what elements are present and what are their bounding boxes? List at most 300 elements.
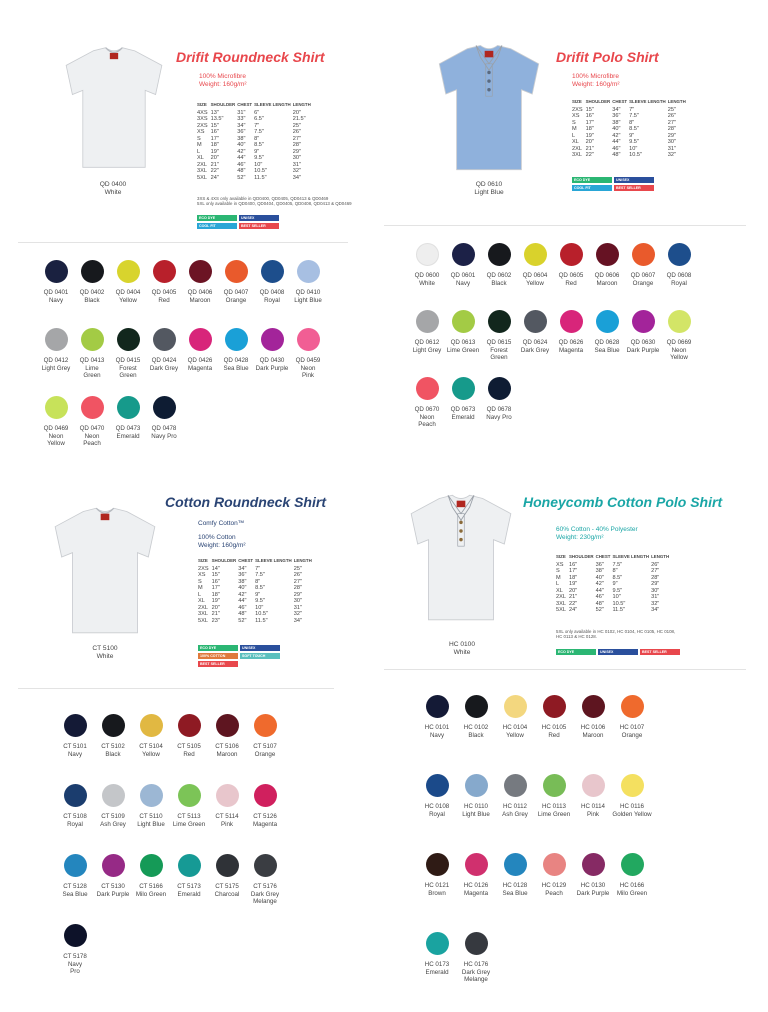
color-swatch[interactable] [417, 695, 457, 739]
size-chart-cell: 13" [210, 109, 219, 116]
color-name: Dark Purple [576, 889, 610, 897]
size-chart-cell: 22" [568, 600, 578, 607]
color-swatch[interactable] [108, 328, 148, 380]
color-swatch-circle[interactable] [452, 243, 475, 266]
color-swatch[interactable] [55, 784, 95, 828]
color-swatch[interactable] [623, 310, 663, 354]
size-chart-cell: 7" [629, 106, 635, 113]
color-swatch[interactable] [169, 784, 209, 828]
color-swatch[interactable] [417, 932, 457, 976]
color-swatch[interactable] [407, 310, 447, 354]
color-swatch-circle[interactable] [140, 714, 163, 737]
color-swatch[interactable] [443, 243, 483, 287]
color-code: QD 0407 [223, 289, 249, 296]
color-name: Maroon [582, 731, 604, 739]
color-swatch-circle[interactable] [64, 714, 87, 737]
color-swatch-circle[interactable] [153, 328, 176, 351]
description-line: 100% Microfibre [199, 73, 246, 80]
color-swatch[interactable] [612, 774, 652, 818]
note-line: HC 0113 & HC 0128. [556, 634, 597, 640]
size-chart-cell: 52" [238, 617, 247, 624]
color-swatch[interactable] [180, 328, 220, 372]
color-swatch-circle[interactable] [416, 310, 439, 333]
color-swatch-label [55, 743, 95, 758]
size-chart-cell: 48" [612, 152, 621, 158]
color-swatch-circle[interactable] [140, 854, 163, 877]
color-swatch[interactable] [612, 853, 652, 897]
feature-badges [572, 177, 696, 191]
color-name: Light Blue [294, 296, 322, 304]
size-chart-cell: 16" [210, 129, 219, 135]
color-swatch-circle[interactable] [81, 260, 104, 283]
size-chart-header-cell: CHEST [595, 554, 611, 559]
size-chart-cell: 40" [238, 585, 247, 591]
size-chart-cell: 44" [238, 598, 247, 604]
color-code: QD 0604 [522, 272, 548, 279]
color-swatch-circle[interactable] [216, 854, 239, 877]
note-line: 5XL only available in QD0400, QD0404, QD0405, QD0408, QD0413 & QD0469 [197, 201, 352, 207]
size-chart-cell: 11.5" [254, 174, 267, 181]
size-chart-cell: 33" [237, 116, 246, 122]
color-swatch[interactable] [551, 243, 591, 287]
color-swatch[interactable] [207, 854, 247, 898]
color-swatch-label [252, 289, 292, 304]
size-chart-cell: XL [572, 139, 579, 145]
color-swatch-circle[interactable] [560, 310, 583, 333]
size-chart-cell: 17" [210, 135, 219, 142]
size-availability-note [556, 629, 675, 639]
size-chart-cell: 11.5" [255, 617, 268, 624]
size-chart-cell: 27" [293, 578, 302, 585]
color-code: QD 0612 [414, 339, 440, 346]
color-swatch[interactable] [573, 774, 613, 818]
color-swatch-circle[interactable] [488, 310, 511, 333]
color-name: Dark Purple [255, 364, 289, 372]
color-code: QD 0601 [450, 272, 476, 279]
color-swatch-circle[interactable] [153, 396, 176, 419]
color-swatch-circle[interactable] [178, 784, 201, 807]
size-chart-cell: 3XL [197, 168, 207, 174]
size-chart-cell: 40" [612, 126, 621, 132]
color-swatch-circle[interactable] [225, 328, 248, 351]
color-swatch-label [479, 339, 519, 362]
color-swatch-circle[interactable] [504, 695, 527, 718]
color-swatch[interactable] [417, 774, 457, 818]
feature-badge [240, 661, 280, 667]
color-swatch[interactable] [245, 714, 285, 758]
color-swatch-circle[interactable] [504, 774, 527, 797]
color-swatch[interactable] [144, 260, 184, 304]
color-code: QD 0613 [450, 339, 476, 346]
size-chart-cell: 7" [254, 122, 260, 129]
color-code: QD 0624 [522, 339, 548, 346]
color-code: QD 0424 [151, 357, 177, 364]
color-swatch[interactable] [72, 260, 112, 304]
color-swatch[interactable] [55, 714, 95, 758]
color-swatch-circle[interactable] [81, 328, 104, 351]
color-name: Navy Pro [151, 432, 177, 440]
color-swatch-circle[interactable] [621, 774, 644, 797]
size-chart-header-cell: SHOULDER [585, 99, 611, 104]
color-swatch[interactable] [534, 853, 574, 897]
size-chart-cell: 17" [585, 119, 594, 126]
color-swatch-circle[interactable] [254, 714, 277, 737]
product-code [70, 645, 140, 661]
color-swatch[interactable] [612, 695, 652, 739]
color-swatch[interactable] [216, 328, 256, 372]
color-swatch-circle[interactable] [178, 854, 201, 877]
color-swatch-circle[interactable] [465, 695, 488, 718]
color-swatch-circle[interactable] [543, 853, 566, 876]
color-swatch-circle[interactable] [426, 774, 449, 797]
color-swatch-circle[interactable] [465, 853, 488, 876]
color-swatch[interactable] [407, 377, 447, 429]
color-swatch[interactable] [55, 854, 95, 898]
color-swatch[interactable] [551, 310, 591, 354]
color-swatch[interactable] [93, 854, 133, 898]
color-swatch[interactable] [216, 260, 256, 304]
color-swatch[interactable] [534, 695, 574, 739]
size-chart [197, 102, 313, 181]
color-swatch[interactable] [587, 243, 627, 287]
color-swatch[interactable] [169, 854, 209, 898]
size-chart-cell: 17" [211, 585, 220, 591]
color-code: QD 0670 [414, 406, 440, 413]
color-name: Pink [220, 820, 234, 828]
color-swatch[interactable] [207, 714, 247, 758]
color-swatch[interactable] [108, 260, 148, 304]
color-swatch-label [245, 743, 285, 758]
color-swatch-label [55, 813, 95, 828]
color-code: CT 5173 [177, 883, 201, 890]
color-code: CT 5101 [63, 743, 87, 750]
color-swatch[interactable] [131, 784, 171, 828]
color-swatch[interactable] [245, 854, 285, 906]
color-swatch-circle[interactable] [102, 854, 125, 877]
size-chart-cell: 21" [210, 161, 219, 168]
color-swatch-circle[interactable] [632, 243, 655, 266]
size-chart-row [198, 585, 314, 592]
color-swatch[interactable] [573, 853, 613, 897]
color-swatch[interactable] [93, 714, 133, 758]
color-swatch[interactable] [417, 853, 457, 897]
color-swatch-circle[interactable] [560, 243, 583, 266]
color-swatch[interactable] [36, 260, 76, 304]
size-chart-cell: 26" [667, 113, 676, 119]
size-chart-cell: 3XL [572, 152, 582, 158]
color-swatch-circle[interactable] [426, 853, 449, 876]
button-detail-icon [459, 521, 462, 524]
color-name: Dark Grey Melange [250, 890, 280, 906]
color-swatch-circle[interactable] [465, 774, 488, 797]
size-chart-cell: 8.5" [629, 126, 639, 132]
color-swatch[interactable] [72, 396, 112, 448]
color-swatch-label [551, 272, 591, 287]
color-swatch-circle[interactable] [668, 243, 691, 266]
color-swatch[interactable] [443, 310, 483, 354]
color-swatch-circle[interactable] [261, 260, 284, 283]
color-swatch-circle[interactable] [45, 396, 68, 419]
size-chart-row [556, 581, 671, 588]
color-swatch-circle[interactable] [117, 396, 140, 419]
color-name: Lime Green [83, 364, 101, 380]
color-swatch-circle[interactable] [524, 243, 547, 266]
color-code: CT 5178 [63, 953, 87, 960]
size-chart-cell: 34" [237, 122, 246, 129]
product-code [78, 181, 148, 197]
color-swatch-circle[interactable] [582, 853, 605, 876]
size-chart-cell: 9" [629, 132, 635, 139]
color-swatch-circle[interactable] [45, 328, 68, 351]
color-swatch-circle[interactable] [621, 853, 644, 876]
size-chart-cell: 52" [595, 607, 604, 613]
size-chart-cell: 7" [255, 565, 261, 572]
color-swatch-circle[interactable] [465, 932, 488, 955]
color-swatch[interactable] [456, 695, 496, 739]
color-swatch[interactable] [534, 774, 574, 818]
color-code: CT 5108 [63, 813, 87, 820]
size-chart-cell: 27" [667, 119, 676, 126]
color-swatch[interactable] [288, 328, 328, 380]
color-swatch[interactable] [55, 924, 95, 976]
color-name: Dark Grey [520, 346, 550, 354]
color-swatch-label [534, 882, 574, 897]
color-swatch-circle[interactable] [64, 924, 87, 947]
color-swatch[interactable] [495, 774, 535, 818]
color-swatch[interactable] [169, 714, 209, 758]
color-code: QD 0412 [43, 357, 69, 364]
color-swatch-circle[interactable] [543, 695, 566, 718]
color-swatch-circle[interactable] [45, 260, 68, 283]
color-swatch[interactable] [443, 377, 483, 421]
color-swatch-label [515, 272, 555, 287]
color-swatch-label [587, 272, 627, 287]
color-swatch-circle[interactable] [426, 695, 449, 718]
color-name: Sea Blue [223, 364, 249, 372]
size-chart-cell: 9.5" [612, 587, 623, 594]
color-swatch[interactable] [456, 932, 496, 984]
product-photo [405, 492, 517, 627]
color-swatch-circle[interactable] [416, 243, 439, 266]
size-chart-cell: M [198, 585, 203, 591]
color-swatch-circle[interactable] [117, 260, 140, 283]
size-chart-cell: 32" [293, 611, 302, 617]
size-chart-cell: 30" [667, 139, 676, 145]
color-swatch-label [72, 289, 112, 304]
color-swatch-circle[interactable] [426, 932, 449, 955]
color-swatch[interactable] [659, 310, 699, 362]
feature-badge [281, 223, 321, 229]
color-swatch[interactable] [93, 784, 133, 828]
size-chart-cell: 2XS [197, 122, 208, 129]
size-chart-cell: 21" [585, 145, 594, 152]
size-chart-cell: 25" [293, 565, 302, 572]
size-chart-cell: 22" [585, 152, 594, 158]
color-swatch[interactable] [407, 243, 447, 287]
color-swatch-circle[interactable] [596, 243, 619, 266]
color-name: White [419, 279, 435, 287]
color-name: Black [468, 731, 484, 739]
section-divider [384, 225, 746, 226]
color-swatch-circle[interactable] [668, 310, 691, 333]
size-chart-cell: 48" [238, 611, 247, 617]
size-chart-cell: 28" [293, 585, 302, 591]
brand-tag-icon [457, 501, 466, 508]
color-swatch-circle[interactable] [452, 377, 475, 400]
color-swatch-circle[interactable] [216, 784, 239, 807]
product-description [556, 526, 638, 542]
color-swatch[interactable] [515, 310, 555, 354]
polo-shirt-image [405, 492, 517, 622]
color-name: Light Grey [41, 364, 71, 372]
size-chart-cell: 36" [595, 561, 604, 568]
size-chart [572, 99, 688, 159]
color-code: HC 0166 [619, 882, 645, 889]
color-swatch-circle[interactable] [254, 854, 277, 877]
color-code: QD 0602 [486, 272, 512, 279]
color-swatch[interactable] [456, 774, 496, 818]
color-code: CT 5175 [215, 883, 239, 890]
color-swatch-circle[interactable] [64, 854, 87, 877]
color-swatch[interactable] [456, 853, 496, 897]
color-swatch[interactable] [144, 396, 184, 440]
color-swatch[interactable] [252, 328, 292, 372]
size-chart-cell: 2XL [198, 604, 208, 611]
color-swatch[interactable] [131, 714, 171, 758]
color-swatch[interactable] [72, 328, 112, 380]
color-swatch-circle[interactable] [261, 328, 284, 351]
color-swatch[interactable] [623, 243, 663, 287]
color-swatch-label [144, 289, 184, 304]
color-swatch-label [169, 813, 209, 828]
color-swatch-circle[interactable] [582, 774, 605, 797]
color-swatch-circle[interactable] [189, 260, 212, 283]
color-swatch[interactable] [144, 328, 184, 372]
color-swatch[interactable] [131, 854, 171, 898]
color-swatch-circle[interactable] [117, 328, 140, 351]
size-chart-cell: 3XL [198, 611, 208, 617]
color-swatch-circle[interactable] [140, 784, 163, 807]
color-swatch[interactable] [495, 695, 535, 739]
color-swatch-label [573, 882, 613, 897]
color-swatch[interactable] [180, 260, 220, 304]
color-swatch-circle[interactable] [102, 784, 125, 807]
size-chart-cell: 15" [210, 122, 219, 129]
color-swatch-circle[interactable] [297, 260, 320, 283]
color-swatch-circle[interactable] [64, 784, 87, 807]
product-title-emphasis: Drifit [556, 49, 589, 65]
color-swatch[interactable] [659, 243, 699, 287]
size-chart-cell: 18" [585, 126, 594, 132]
color-swatch[interactable] [515, 243, 555, 287]
product-title [176, 49, 325, 65]
size-chart-cell: 8.5" [612, 574, 623, 581]
size-chart-cell: 44" [237, 155, 246, 161]
color-name: Magenta [558, 346, 584, 354]
color-swatch[interactable] [479, 377, 519, 421]
color-swatch-circle[interactable] [416, 377, 439, 400]
size-chart-cell: 34" [651, 607, 660, 613]
size-chart-cell: M [572, 126, 577, 132]
color-swatch-circle[interactable] [488, 243, 511, 266]
color-code: QD 0626 [558, 339, 584, 346]
color-swatch-circle[interactable] [225, 260, 248, 283]
size-chart-header-cell: LENGTH [651, 554, 670, 559]
color-code: CT 5110 [139, 813, 163, 820]
color-swatch-circle[interactable] [621, 695, 644, 718]
color-swatch-circle[interactable] [189, 328, 212, 351]
color-swatch-circle[interactable] [178, 714, 201, 737]
size-chart-cell: M [197, 142, 202, 148]
color-name: Dark Purple [96, 890, 130, 898]
color-code: QD 0607 [630, 272, 656, 279]
color-swatch-circle[interactable] [81, 396, 104, 419]
color-swatch[interactable] [587, 310, 627, 354]
size-chart-cell: 21" [568, 594, 578, 600]
color-swatch-circle[interactable] [102, 714, 125, 737]
color-swatch[interactable] [207, 784, 247, 828]
color-swatch[interactable] [252, 260, 292, 304]
color-swatch-circle[interactable] [543, 774, 566, 797]
color-swatch[interactable] [245, 784, 285, 828]
color-swatch-circle[interactable] [582, 695, 605, 718]
color-code: QD 0413 [79, 357, 105, 364]
color-code: CT 5130 [101, 883, 125, 890]
product-code-color: Light Blue [474, 189, 504, 196]
size-chart-cell: 34" [238, 565, 247, 572]
size-chart-row [572, 126, 688, 133]
color-swatch-circle[interactable] [452, 310, 475, 333]
color-swatch-label [659, 272, 699, 287]
color-swatch-label [407, 272, 447, 287]
color-swatch[interactable] [36, 396, 76, 448]
color-swatch-circle[interactable] [632, 310, 655, 333]
color-code: CT 5113 [177, 813, 201, 820]
color-swatch[interactable] [288, 260, 328, 304]
color-swatch-circle[interactable] [488, 377, 511, 400]
size-chart-cell: 40" [237, 142, 246, 148]
color-code: HC 0106 [580, 724, 606, 731]
color-swatch-circle[interactable] [216, 714, 239, 737]
color-swatch-circle[interactable] [504, 853, 527, 876]
color-swatch[interactable] [479, 243, 519, 287]
color-swatch-label [623, 272, 663, 287]
size-chart-header [197, 102, 313, 110]
color-swatch-circle[interactable] [524, 310, 547, 333]
color-code: QD 0405 [151, 289, 177, 296]
color-swatch[interactable] [36, 328, 76, 372]
description-line: Weight: 230g/m² [556, 534, 604, 541]
note-line: 5XL only available in HC 0102, HC 0104, HC 0105, HC 0108, [556, 629, 676, 634]
color-swatch-circle[interactable] [297, 328, 320, 351]
size-chart-cell: 5XL [197, 174, 207, 181]
color-swatch[interactable] [479, 310, 519, 362]
color-swatch[interactable] [573, 695, 613, 739]
size-chart-cell: 42" [237, 148, 246, 155]
color-swatch[interactable] [495, 853, 535, 897]
color-code: CT 5126 [253, 813, 277, 820]
color-swatch-circle[interactable] [254, 784, 277, 807]
size-chart-cell: XS [198, 572, 206, 578]
feature-badge: UNISEX [240, 645, 280, 651]
color-swatch-circle[interactable] [153, 260, 176, 283]
color-swatch[interactable] [108, 396, 148, 440]
size-chart-cell: 36" [237, 129, 246, 135]
color-name: Light Grey [412, 346, 442, 354]
color-code: QD 0469 [43, 425, 69, 432]
product-subtitle: Comfy Cotton™ [198, 520, 245, 527]
color-swatch-circle[interactable] [596, 310, 619, 333]
